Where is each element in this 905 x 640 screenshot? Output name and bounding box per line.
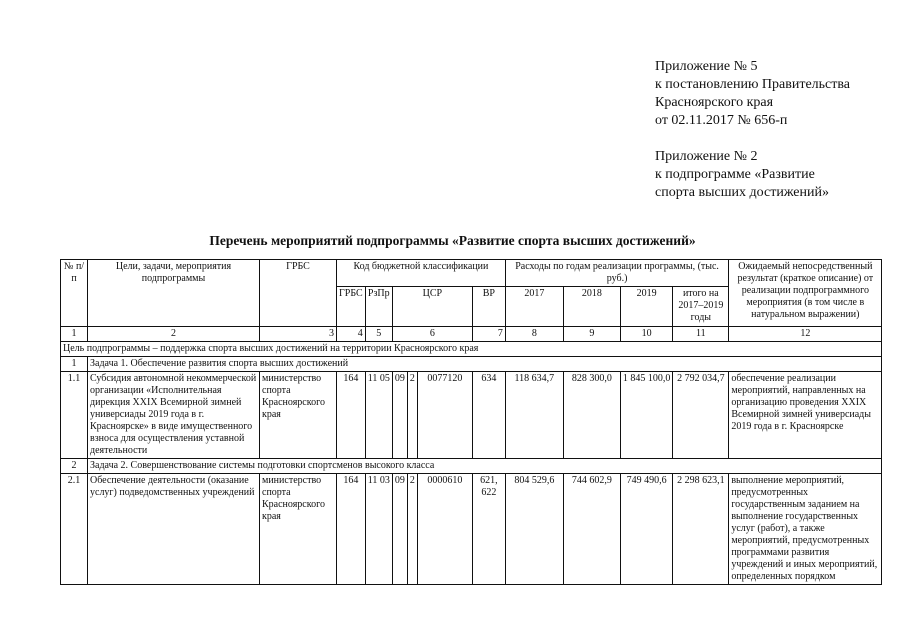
table-row xyxy=(61,372,882,459)
grbs-text: министерство спорта Красноярского края xyxy=(260,372,337,459)
header-expenses: Расходы по годам реализации программы, (тыс. руб.) xyxy=(505,260,729,287)
value-total: 2 792 034,7 xyxy=(673,372,729,459)
column-number: 10 xyxy=(620,327,673,342)
header-budget-code: Код бюджетной классификации xyxy=(337,260,506,287)
header-2017: 2017 xyxy=(505,287,563,327)
column-number: 11 xyxy=(673,327,729,342)
column-number: 7 xyxy=(472,327,505,342)
appendix-line: Приложение № 2 xyxy=(655,149,758,164)
appendix-line: к постановлению Правительства xyxy=(655,77,851,92)
code-rzpr: 11 03 xyxy=(365,474,392,585)
task-row: Задача 1. Обеспечение развития спорта высших достижений xyxy=(88,357,882,372)
header-2018: 2018 xyxy=(563,287,620,327)
appendix-line: спорта высших достижений» xyxy=(655,185,830,200)
document-title: Перечень мероприятий подпрограммы «Развитие спорта высших достижений» xyxy=(209,233,696,248)
task-number: 2 xyxy=(61,459,88,474)
value-2017: 804 529,6 xyxy=(505,474,563,585)
code-csr-part: 0077120 xyxy=(417,372,472,459)
header-rzpr: РзПр xyxy=(365,287,392,327)
code-vr: 634 xyxy=(472,372,505,459)
table-row xyxy=(61,474,882,585)
grbs-text: министерство спорта Красноярского края xyxy=(260,474,337,585)
value-2019: 749 490,6 xyxy=(620,474,673,585)
header-expected-result: Ожидаемый непосредственный результат (краткое описание) от реализации подпрограммного мероприятия (в том числе в натуральном выражении) xyxy=(729,260,882,327)
task-number: 1 xyxy=(61,357,88,372)
column-number: 8 xyxy=(505,327,563,342)
header-vr: ВР xyxy=(472,287,505,327)
code-csr-part: 09 xyxy=(392,372,407,459)
expected-result: выполнение мероприятий, предусмотренных государственным заданием на выполнение государственных услуг (работ), а также мероприятий, предусмотренных программами развития учреждений и иных мероприятий, определенных порядком xyxy=(729,474,882,585)
appendix-line: к подпрограмме «Развитие xyxy=(655,167,815,182)
expected-result: обеспечение реализации мероприятий, направленных на организацию проведения XXIX Всемирной зимней универсиады 2019 года в г. Красноярске xyxy=(729,372,882,459)
column-number: 5 xyxy=(365,327,392,342)
appendix-line: Красноярского края xyxy=(655,95,774,110)
code-grbs: 164 xyxy=(337,372,366,459)
measure-text: Обеспечение деятельности (оказание услуг) подведомственных учреждений xyxy=(88,474,260,585)
header-code-grbs: ГРБС xyxy=(337,287,366,327)
code-grbs: 164 xyxy=(337,474,366,585)
row-number: 1.1 xyxy=(61,372,88,459)
measure-text: Субсидия автономной некоммерческой организации «Исполнительная дирекция XXIX Всемирной зимней универсиады 2019 года в г. Красноярске» в виде имущественного взноса для осуществления уставной деятельности xyxy=(88,372,260,459)
code-csr-part: 2 xyxy=(407,474,417,585)
appendix-block xyxy=(655,58,850,202)
goal-row: Цель подпрограммы – поддержка спорта высших достижений на территории Красноярского края xyxy=(61,342,882,357)
code-vr: 621, 622 xyxy=(472,474,505,585)
column-number: 9 xyxy=(563,327,620,342)
column-number: 2 xyxy=(88,327,260,342)
value-2017: 118 634,7 xyxy=(505,372,563,459)
header-grbs: ГРБС xyxy=(260,260,337,327)
code-rzpr: 11 05 xyxy=(365,372,392,459)
code-csr-part: 2 xyxy=(407,372,417,459)
column-number: 1 xyxy=(61,327,88,342)
value-2019: 1 845 100,0 xyxy=(620,372,673,459)
header-csr: ЦСР xyxy=(392,287,472,327)
value-2018: 744 602,9 xyxy=(563,474,620,585)
column-number: 12 xyxy=(729,327,882,342)
value-total: 2 298 623,1 xyxy=(673,474,729,585)
column-number: 6 xyxy=(392,327,472,342)
task-row: Задача 2. Совершенствование системы подготовки спортсменов высокого класса xyxy=(88,459,882,474)
row-number: 2.1 xyxy=(61,474,88,585)
code-csr-part: 0000610 xyxy=(417,474,472,585)
value-2018: 828 300,0 xyxy=(563,372,620,459)
column-number: 3 xyxy=(260,327,337,342)
appendix-line: Приложение № 5 xyxy=(655,59,758,74)
header-total: итого на 2017–2019 годы xyxy=(673,287,729,327)
header-goals: Цели, задачи, мероприятия подпрограммы xyxy=(88,260,260,327)
measures-table xyxy=(60,259,882,585)
appendix-line: от 02.11.2017 № 656-п xyxy=(655,113,788,128)
code-csr-part: 09 xyxy=(392,474,407,585)
header-2019: 2019 xyxy=(620,287,673,327)
header-num: № п/п xyxy=(61,260,88,327)
column-number: 4 xyxy=(337,327,366,342)
